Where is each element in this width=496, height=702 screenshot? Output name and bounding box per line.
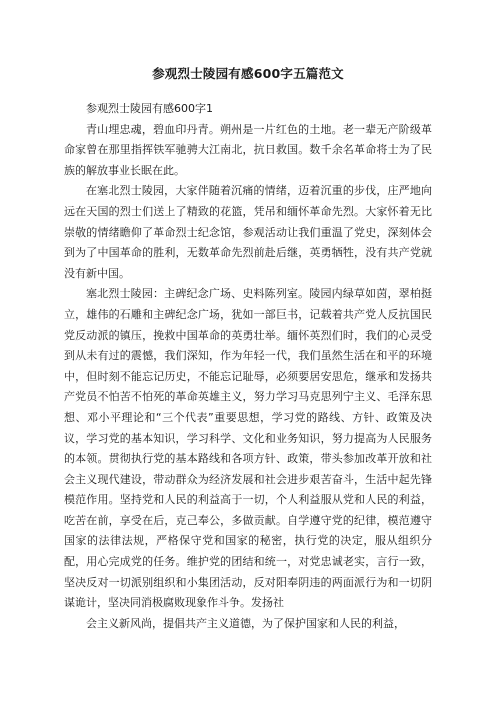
paragraph-2: 在塞北烈士陵园，大家伴随着沉痛的情绪，迈着沉重的步伐，庄严地向远在天国的烈士们送上了精致的花篮，凭吊和缅怀革命先烈。大家怀着无比崇敬的情绪瞻仰了革命烈士纪念馆，参观活动让我们重温了党史，深刻体会到为了中国革命的胜利，无数革命先烈前赴后继，英勇牺牲，没有共产党就没有新中国。 (64, 184, 432, 280)
paragraph-4: 会主义新风尚，提倡共产主义道德，为了保护国家和人民的利益， (86, 616, 405, 630)
paragraph-3: 塞北烈士陵园：主碑纪念广场、史料陈列室。陵园内绿草如茵，翠柏挺立，雄伟的石雕和主碑纪念广场，犹如一部巨书，记载着共产党人反抗国民党反动派的镇压，挽救中国革命的英勇壮举。缅怀英烈们时，我们的心灵受到从未有过的震憾，我们深知，作为年轻一代，我们虽然生活在和平的环境中，但时刻不能忘记历史，不能忘记耻辱，必须要居安思危，继承和发扬共产党员不怕苦不怕死的革命英雄主义，努力学习马克思列宁主义、毛泽东思想、邓小平理论和“三个代表”重要思想，学习党的路线、方针、政策及决议，学习党的基本知识，学习科学、文化和业务知识，努力提高为人民服务的本领。贯彻执行党的基本路线和各项方针、政策，带头参加改革开放和社会主义现代建设，带动群众为经济发展和社会进步艰苦奋斗，生活中起先锋模范作用。坚持党和人民的利益高于一切，个人利益服从党和人民的利益，吃苦在前，享受在后，克己奉公，多做贡献。自学遵守党的纪律，模范遵守国家的法律法规，严格保守党和国家的秘密，执行党的决定，服从组织分配，用心完成党的任务。维护党的团结和统一，对党忠诚老实，言行一致，坚决反对一切派别组织和小集团活动，反对阳奉阴违的两面派行为和一切阴谋诡计，坚决同消极腐败现象作斗争。发扬社 (64, 287, 432, 610)
paragraph-1: 青山埋忠魂，碧血印丹青。朔州是一片红色的土地。老一辈无产阶级革命家曾在那里指挥铁军驰骋大江南北，抗日救国。数千余名革命将士为了民族的解放事业长眠在此。 (64, 122, 432, 177)
section-heading: 参观烈士陵园有感600字1 (86, 102, 213, 115)
document-title: 参观烈士陵园有感600字五篇范文 (152, 66, 344, 81)
